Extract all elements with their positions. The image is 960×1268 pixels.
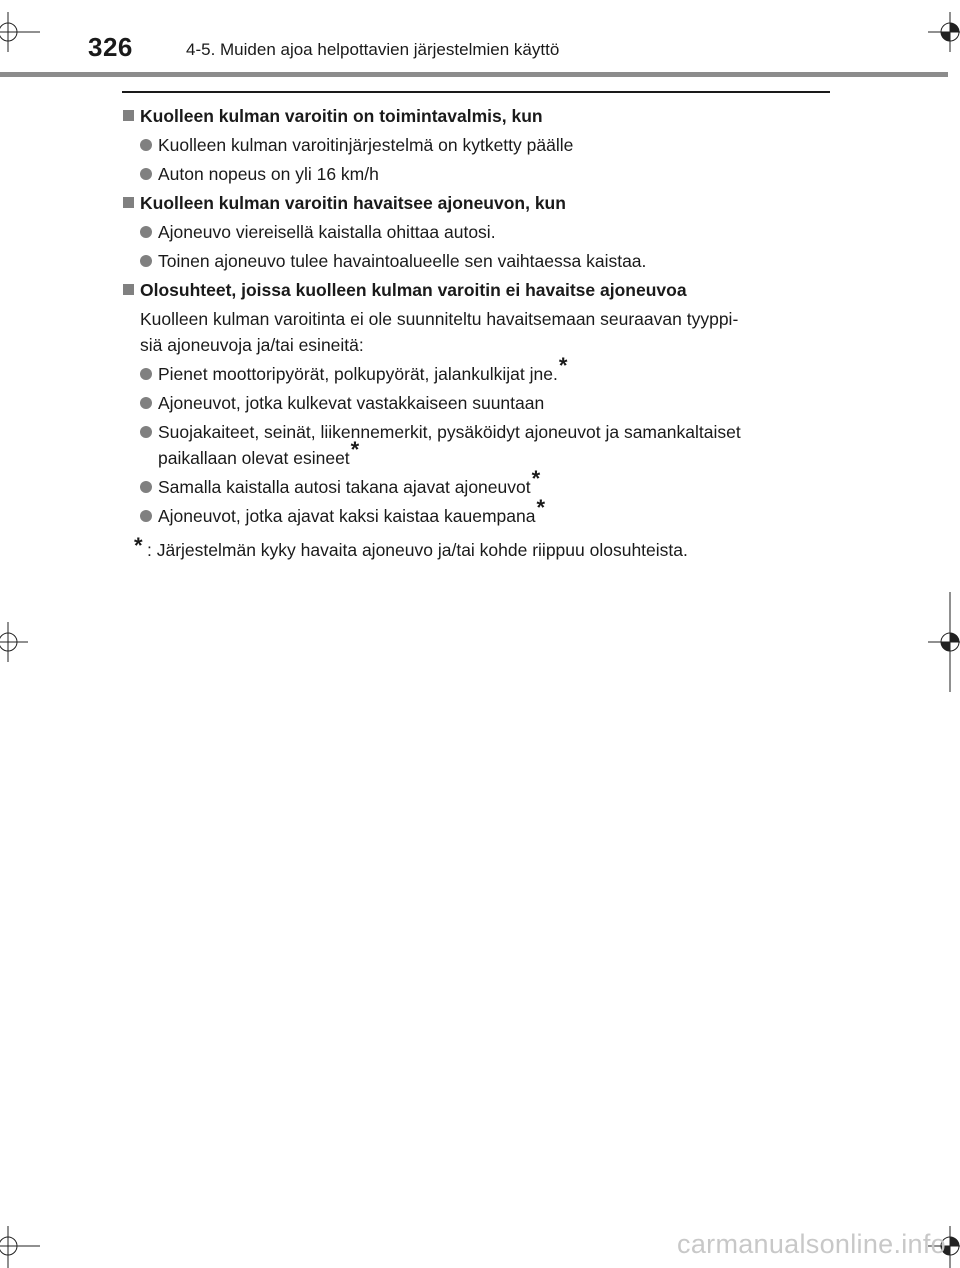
crop-mark-mid-right [928,592,960,692]
list-item [122,390,834,416]
list-item [122,353,834,387]
heading-text: Olosuhteet, joissa kuolleen kulman varoitin ei havaitse ajoneuvoa [140,280,687,300]
page-number: 326 [88,32,133,62]
circle-bullet-icon [140,368,152,380]
heading-text: Kuolleen kulman varoitin havaitsee ajoneuvon, kun [140,193,566,213]
list-item-text: Kuolleen kulman varoitinjärjestelmä on kytketty päälle [158,135,574,155]
page-content [122,100,834,563]
section-heading-active [122,103,834,129]
circle-bullet-icon [140,255,152,267]
circle-bullet-icon [140,226,152,238]
list-item [122,419,834,471]
section-heading-detects [122,190,834,216]
content-top-rule [122,91,830,93]
page-header [88,28,948,74]
list-item-text: Samalla kaistalla autosi takana ajavat ajoneuvot [158,477,531,497]
list-item [122,495,834,529]
square-bullet-icon [123,110,134,121]
square-bullet-icon [123,284,134,295]
footnote-text: : Järjestelmän kyky havaita ajoneuvo ja/tai kohde riippuu olosuhteista. [147,540,688,560]
list-item-text: paikallaan olevat esineet [158,448,350,468]
crop-mark-bottom-left [0,1226,40,1268]
section-heading-not-detected [122,277,834,303]
circle-bullet-icon [140,168,152,180]
circle-bullet-icon [140,426,152,438]
circle-bullet-icon [140,139,152,151]
square-bullet-icon [123,197,134,208]
list-item-text: Pienet moottoripyörät, polkupyörät, jalankulkijat jne. [158,364,558,384]
footnote [122,533,834,563]
paragraph [122,306,834,358]
watermark: carmanualsonline.info [677,1229,946,1259]
header-rule [0,72,948,77]
list-item-text: Ajoneuvo viereisellä kaistalla ohittaa autosi. [158,222,496,242]
crop-mark-top-left [0,12,40,52]
asterisk-mark: * [531,466,541,491]
crop-mark-mid-left [0,622,28,662]
circle-bullet-icon [140,510,152,522]
list-item-text: Ajoneuvot, jotka kulkevat vastakkaiseen suuntaan [158,393,545,413]
asterisk-mark: * [536,495,546,520]
list-item [122,466,834,500]
list-item [122,132,834,158]
list-item-text: Toinen ajoneuvo tulee havaintoalueelle sen vaihtaessa kaistaa. [158,251,647,271]
list-item [122,248,834,274]
list-item-text: Ajoneuvot, jotka ajavat kaksi kaistaa kauempana [158,506,536,526]
heading-text: Kuolleen kulman varoitin on toimintavalmis, kun [140,106,543,126]
paragraph-line: Kuolleen kulman varoitinta ei ole suunniteltu havaitsemaan seuraavan tyyppi- [140,309,739,329]
list-item-text: Auton nopeus on yli 16 km/h [158,164,379,184]
circle-bullet-icon [140,397,152,409]
section-title: 4-5. Muiden ajoa helpottavien järjestelmien käyttö [186,40,560,59]
asterisk-mark: * [350,437,360,462]
list-item-text: Suojakaiteet, seinät, liikennemerkit, pysäköidyt ajoneuvot ja samankaltaiset [158,422,741,442]
asterisk-mark: * [558,353,568,378]
footnote-asterisk: * [134,533,143,558]
list-item [122,161,834,187]
list-item [122,219,834,245]
circle-bullet-icon [140,481,152,493]
paragraph-line: siä ajoneuvoja ja/tai esineitä: [140,335,364,355]
